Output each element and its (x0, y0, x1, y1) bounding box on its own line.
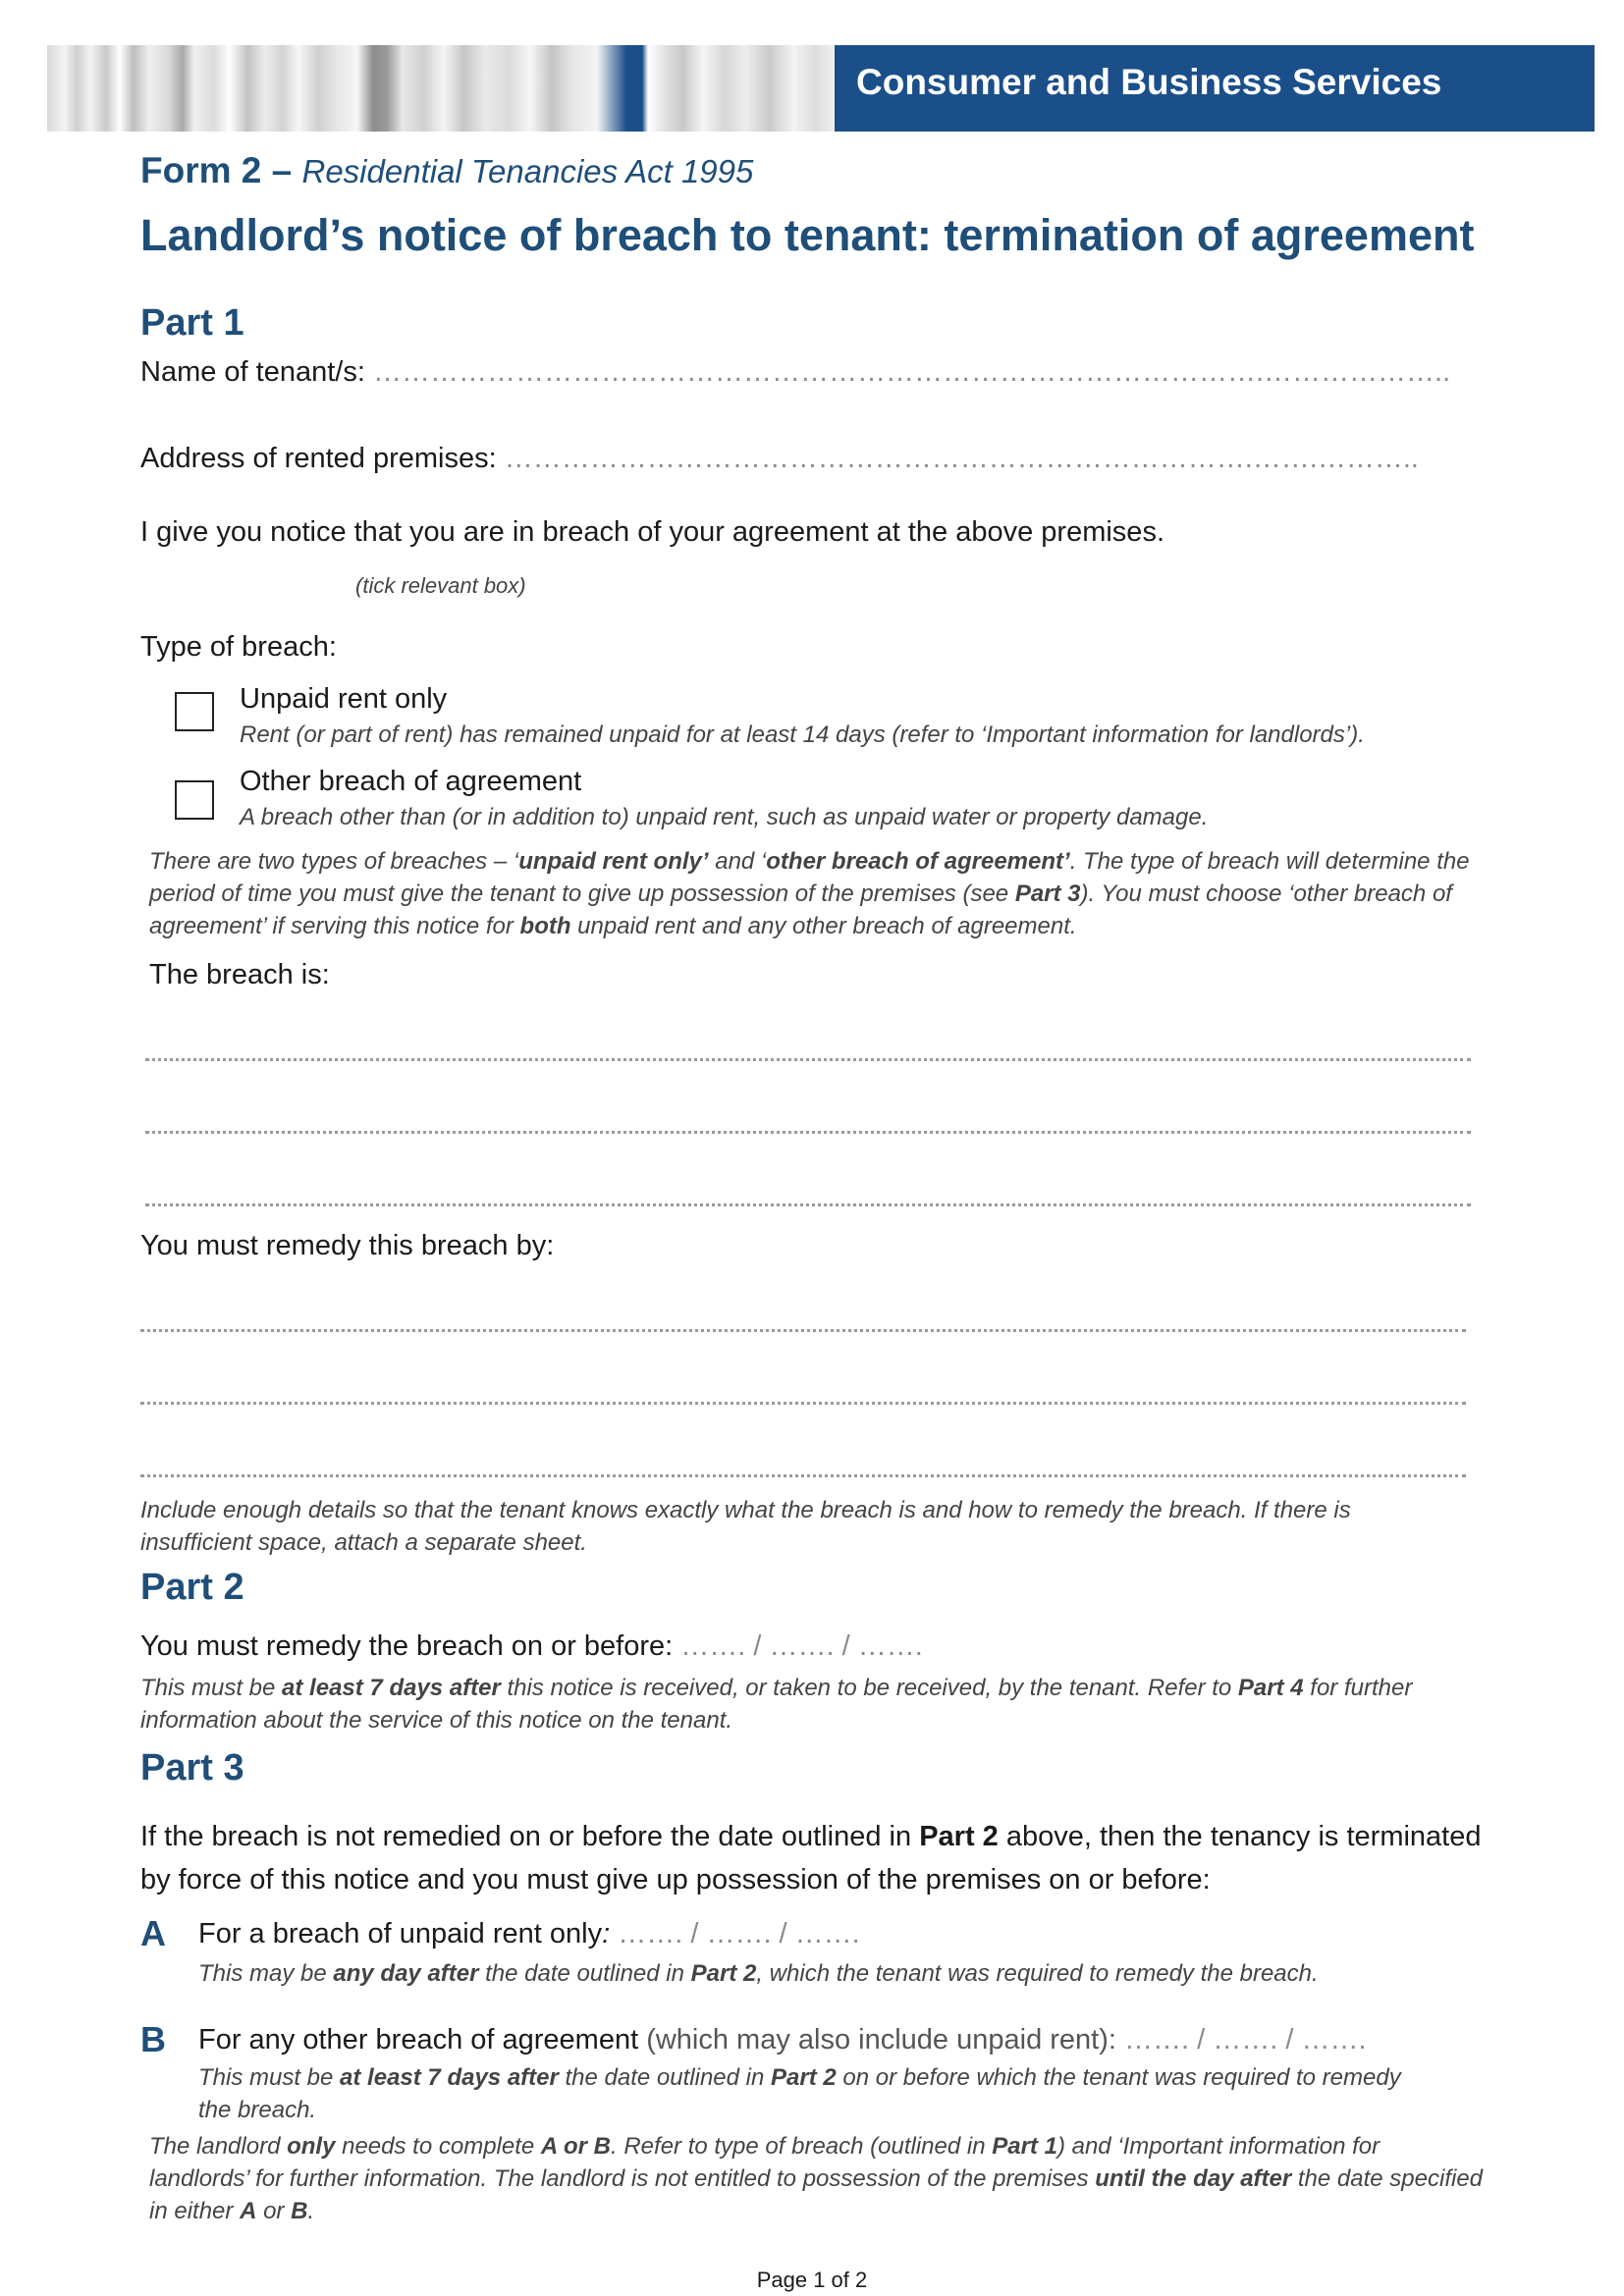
option-a-label: For a breach of unpaid rent only (198, 1918, 603, 1949)
form-act: Residential Tenancies Act 1995 (301, 153, 754, 189)
address-field[interactable]: …………………………………………………………………….…….……….. (504, 443, 1419, 474)
breach-notice-statement: I give you notice that you are in breach of your agreement at the above premises. (140, 516, 1164, 548)
unpaid-rent-desc: Rent (or part of rent) has remained unpaid for at least 14 days (refer to ‘Important information for landlords’). (240, 721, 1365, 748)
option-a-note: This may be any day after the date outlined in Part 2, which the tenant was required to remedy the breach. (198, 1960, 1319, 1987)
option-b-note: This must be at least 7 days after the date outlined in Part 2 on or before which the tenant was required to remedy the breach. (198, 2064, 1401, 2123)
remedy-date-row (140, 1630, 923, 1663)
breach-types-note: There are two types of breaches – ‘unpaid rent only’ and ‘other breach of agreement’. The type of breach will determine the period of time you must give the tenant to give up possession of the premises (see Part 3). You must choose ‘other breach of agreement’ if serving this notice for both unpaid rent and any other breach of agreement. (149, 848, 1470, 939)
agency-name: Consumer and Business Services (856, 62, 1442, 102)
form-title: Landlord’s notice of breach to tenant: termination of agreement (140, 210, 1475, 260)
tenant-name-field[interactable]: ………………………………………………………………………………….……………….. (372, 356, 1451, 388)
part2-heading: Part 2 (140, 1567, 244, 1608)
option-b-row (198, 2024, 1367, 2056)
option-a-row: For a breach of unpaid rent only: ……. / ……. / ……. (198, 1918, 860, 1949)
part3-heading: Part 3 (140, 1747, 244, 1789)
remedy-date-label: You must remedy the breach on or before: (140, 1630, 674, 1662)
other-breach-checkbox[interactable] (175, 780, 214, 820)
page-number: Page 1 of 2 (756, 2268, 868, 2292)
part2-note: This must be at least 7 days after this notice is received, or taken to be received, by the tenant. Refer to Part 4 for further information about the service of this notice on the tenant. (140, 1675, 1413, 1734)
option-b-date-field[interactable]: ……. / ……. / ……. (1124, 2024, 1367, 2056)
address-row (140, 443, 1419, 475)
option-b-label: For any other breach of agreement (198, 2024, 639, 2056)
other-breach-label: Other breach of agreement (240, 766, 582, 797)
part1-heading: Part 1 (140, 302, 244, 344)
part3-intro: If the breach is not remedied on or before the date outlined in Part 2 above, then the tenancy is terminated by force of this notice and you must give up possession of the premises on or before: (140, 1821, 1482, 1896)
unpaid-rent-checkbox[interactable] (175, 692, 214, 731)
remedy-line-1[interactable] (140, 1329, 1466, 1332)
option-b-letter: B (140, 2019, 166, 2059)
option-a-letter: A (140, 1913, 166, 1953)
other-breach-desc: A breach other than (or in addition to) unpaid rent, such as unpaid water or property damage. (240, 804, 1209, 830)
tenant-name-label: Name of tenant/s: (140, 356, 365, 388)
form-number-text: Form 2 – (140, 150, 293, 190)
breach-description-line-3[interactable] (145, 1203, 1471, 1206)
header-banner-graphic (47, 45, 835, 132)
remedy-line-3[interactable] (140, 1474, 1466, 1477)
part3-final-note: The landlord only needs to complete A or B. Refer to type of breach (outlined in Part 1) and ‘Important information for landlords’ for further information. The landlord is not entitled to possession of the premises until the day after the date specified in either A or B. (149, 2133, 1484, 2224)
unpaid-rent-label: Unpaid rent only (240, 683, 448, 715)
remedy-date-field[interactable]: ……. / ……. / ……. (680, 1630, 923, 1662)
address-label: Address of rented premises: (140, 443, 497, 474)
form-number (140, 150, 753, 191)
remedy-label: You must remedy this breach by: (140, 1230, 555, 1261)
tick-hint: (tick relevant box) (355, 573, 526, 598)
remedy-line-2[interactable] (140, 1402, 1466, 1405)
breach-description-line-2[interactable] (145, 1131, 1471, 1134)
breach-description-line-1[interactable] (145, 1058, 1471, 1061)
tenant-name-row (140, 356, 1450, 389)
details-note: Include enough details so that the tenant knows exactly what the breach is and how to remedy the breach. If there is insufficient space, attach a separate sheet. (140, 1497, 1351, 1556)
option-a-date-field[interactable]: ……. / ……. / ……. (618, 1918, 860, 1949)
breach-type-label: Type of breach: (140, 631, 337, 663)
breach-description-label: The breach is: (149, 959, 330, 990)
option-b-label-extra: (which may also include unpaid rent): (638, 2024, 1116, 2056)
